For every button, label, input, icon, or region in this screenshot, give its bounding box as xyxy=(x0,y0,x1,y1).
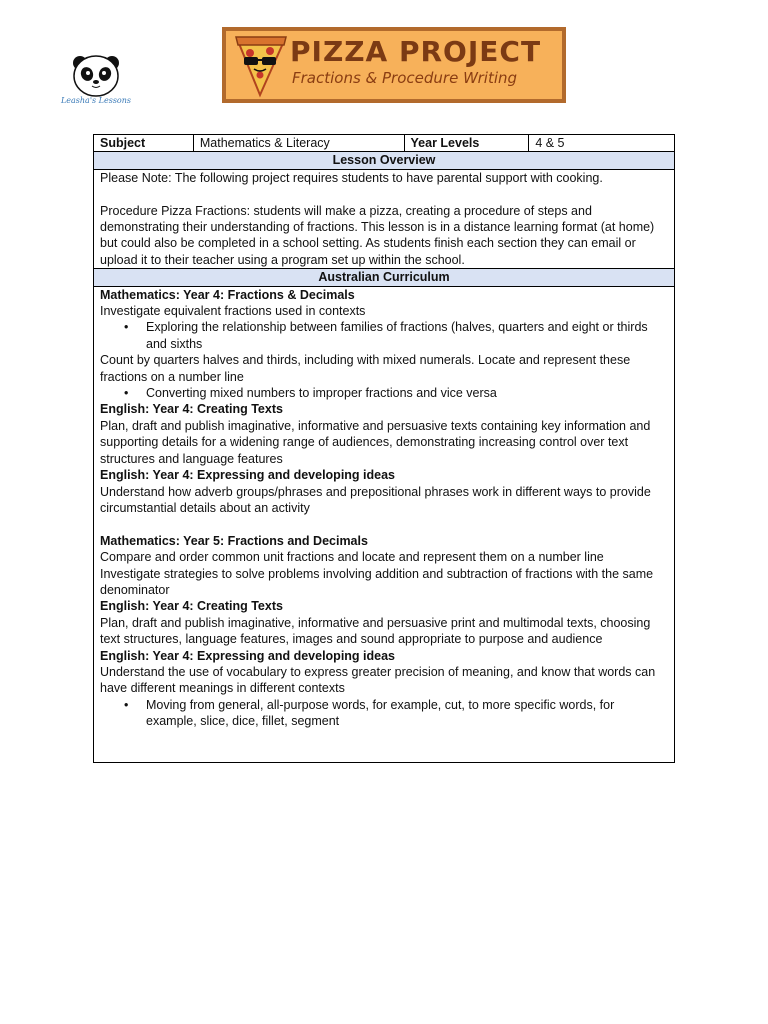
bullet-list xyxy=(100,697,668,730)
curriculum-heading: English: Year 4: Expressing and developing ideas xyxy=(100,648,396,663)
lesson-overview-heading: Lesson Overview xyxy=(94,152,675,169)
curriculum-text: Understand the use of vocabulary to express greater precision of meaning, and know that words can have different meanings in different contexts xyxy=(100,664,656,696)
curriculum-heading: English: Year 4: Creating Texts xyxy=(100,402,283,417)
lesson-table xyxy=(93,134,675,763)
year-levels-label: Year Levels xyxy=(404,135,529,152)
bullet-item: • Converting mixed numbers to improper fractions and vice versa xyxy=(146,385,668,401)
overview-note: Please Note: The following project requires students to have parental support with cooking. xyxy=(100,170,603,185)
curriculum-text: Plan, draft and publish imaginative, informative and persuasive texts containing key information and supporting details for a widening range of audiences, demonstrating increasing control over text structures and language features xyxy=(100,418,651,466)
curriculum-heading: English: Year 4: Creating Texts xyxy=(100,599,283,614)
year-levels-value: 4 & 5 xyxy=(529,135,675,152)
bullet-list xyxy=(100,319,668,352)
curriculum-text: Investigate strategies to solve problems involving addition and subtraction of fractions with the same denominator xyxy=(100,566,654,597)
banner-subtitle: Fractions & Procedure Writing xyxy=(292,69,518,87)
curriculum-text: Understand how adverb groups/phrases and prepositional phrases work in different ways to provide circumstantial details about an activity xyxy=(100,484,651,515)
bullet-item: • Exploring the relationship between families of fractions (halves, quarters and eight or thirds and sixths xyxy=(146,319,668,352)
curriculum-text: Investigate equivalent fractions used in contexts xyxy=(100,304,366,319)
lesson-overview-cell xyxy=(94,169,675,268)
curriculum-heading: English: Year 4: Expressing and developing ideas xyxy=(100,468,396,483)
bullet-list xyxy=(100,385,668,401)
banner-title: PIZZA PROJECT xyxy=(290,35,542,68)
curriculum-heading: Mathematics: Year 5: Fractions and Decimals xyxy=(100,533,368,548)
overview-text: Procedure Pizza Fractions: students will make a pizza, creating a procedure of steps and demonstrating their understanding of fractions. This lesson is in a distance learning format (at home) but could also be completed in a school setting. As students finish each section they can email or upload it to their teacher using a program set up within the school. xyxy=(100,203,655,267)
pizza-slice-icon xyxy=(232,33,290,99)
curriculum-text: Plan, draft and publish imaginative, informative and persuasive print and multimodal texts, choosing text structures, language features, images and sound appropriate to purpose and audience xyxy=(100,615,651,647)
curriculum-cell xyxy=(94,286,675,762)
curriculum-text: Compare and order common unit fractions and locate and represent them on a number line xyxy=(100,550,604,565)
subject-row xyxy=(94,135,675,152)
subject-label: Subject xyxy=(94,135,194,152)
title-banner xyxy=(222,27,566,103)
curriculum-heading: Mathematics: Year 4: Fractions & Decimals xyxy=(100,287,355,302)
australian-curriculum-heading: Australian Curriculum xyxy=(94,269,675,286)
curriculum-text: Count by quarters halves and thirds, including with mixed numerals. Locate and represent these fractions on a number line xyxy=(100,353,631,384)
bullet-item: • Moving from general, all-purpose words, for example, cut, to more specific words, for example, slice, dice, fillet, segment xyxy=(146,697,668,730)
logo-caption: Leasha's Lessons xyxy=(60,96,132,105)
subject-value: Mathematics & Literacy xyxy=(193,135,404,152)
